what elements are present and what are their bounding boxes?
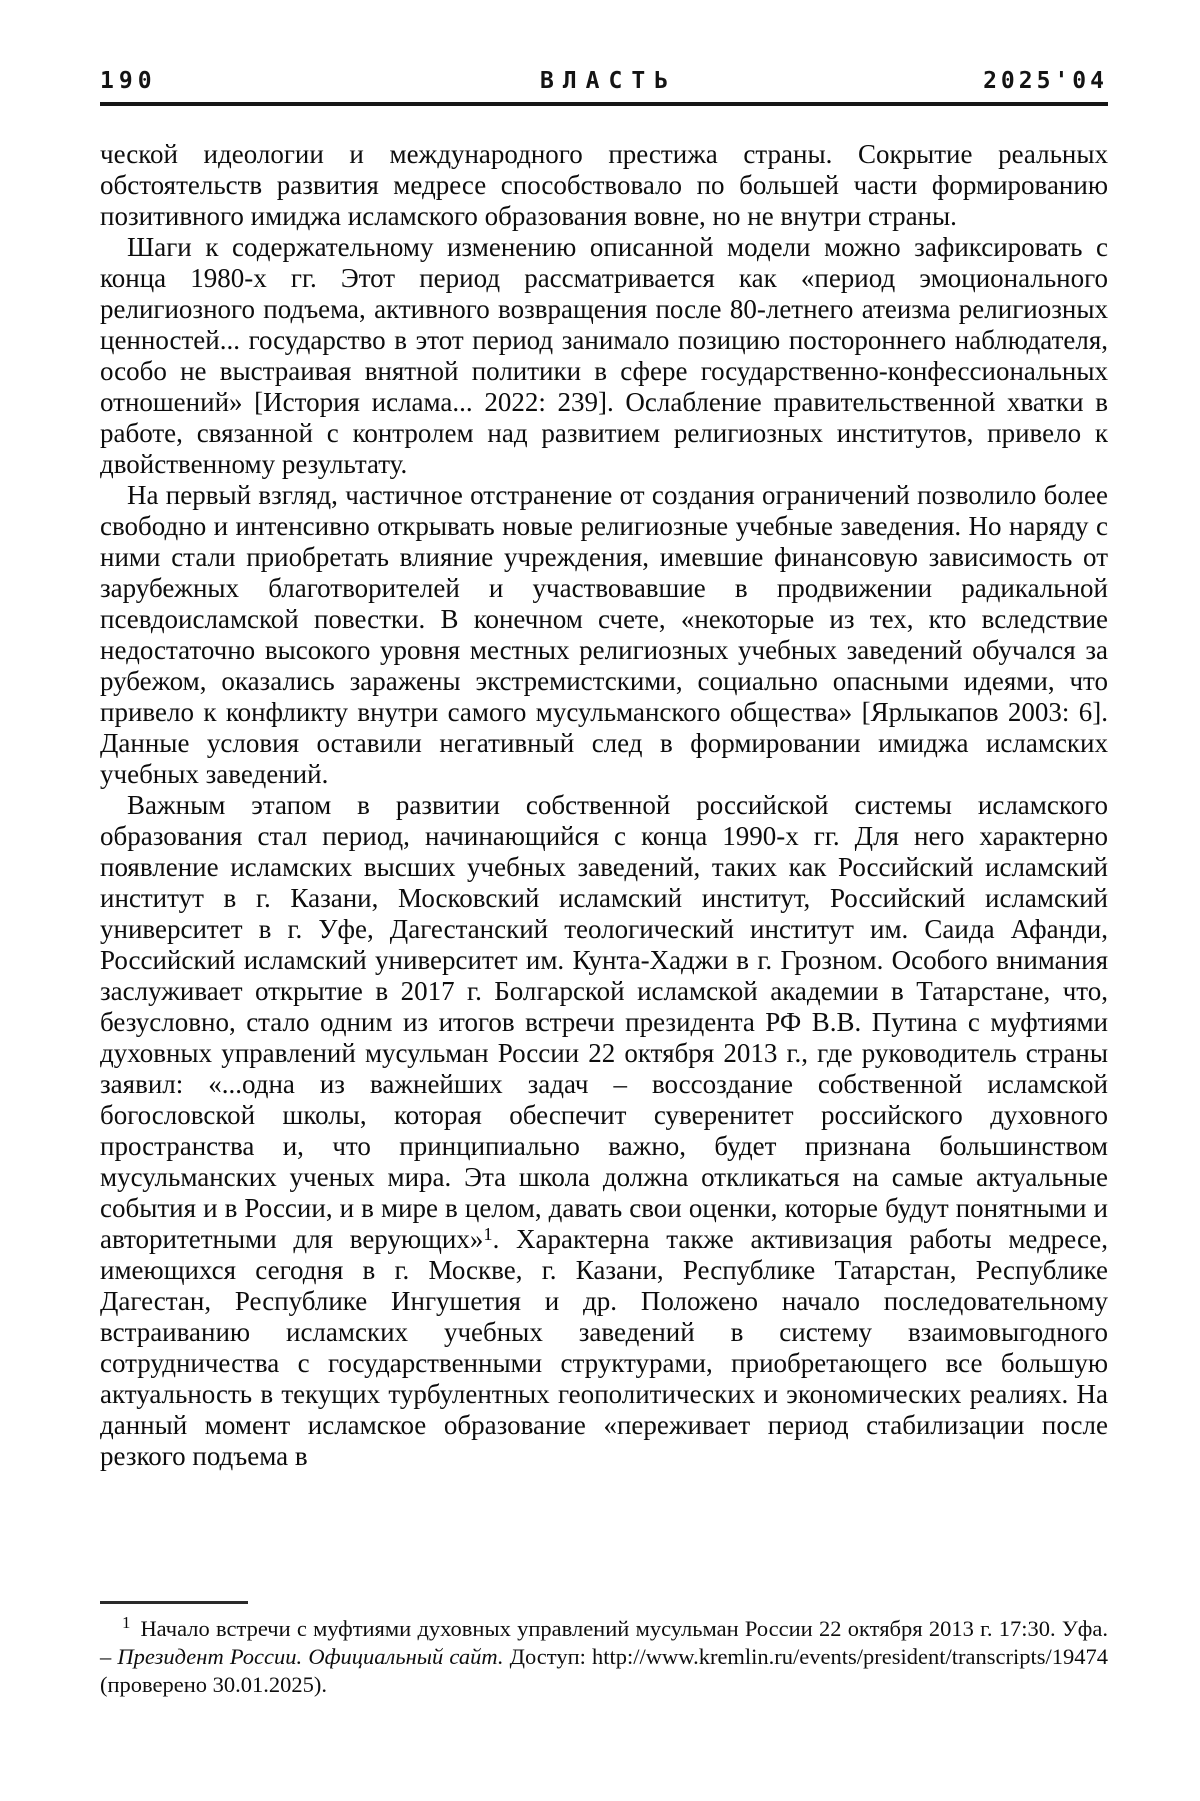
- journal-title: ВЛАСТЬ: [539, 68, 678, 94]
- page-number: 190: [100, 68, 157, 94]
- footnote-text-start: Начало встречи с муфтиями духовных управлений мусульман России 22 октября 2013 г. 17:30. Уфа. –: [100, 1616, 1108, 1669]
- paragraph: На первый взгляд, частичное отстранение от создания ограничений позволило более свободно и интенсивно открывать новые религиозные учебные заведения. Но наряду с ними стали приобретать влияние учреждения, имевшие финансовую зависимость от зарубежных благотворителей и участвовавшие в продвижении радикальной псевдоисламской повестки. В конечном счете, «некоторые из тех, кто вследствие недостаточно высокого уровня местных религиозных учебных заведений обучался за рубежом, оказались заражены экстремистскими, социально опасными идеями, что привело к конфликту внутри самого мусульманского общества» [Ярлыкапов 2003: 6]. Данные условия оставили негативный след в формировании имиджа исламских учебных заведений.: [100, 480, 1108, 789]
- paragraph-text-before-note: Важным этапом в развитии собственной российской системы исламского образования стал период, начинающийся с конца 1990-х гг. Для него характерно появление исламских высших учебных заведений, таких как Российский исламский институт в г. Казани, Московский исламский институт, Российский исламский университет в г. Уфе, Дагестанский теологический институт им. Саида Афанди, Российский исламский университет им. Кунта-Хаджи в г. Грозном. Особого внимания заслуживает открытие в 2017 г. Болгарской исламской академии в Татарстане, что, безусловно, стало одним из итогов встречи президента РФ В.В. Путина с муфтиями духовных управлений мусульман России 22 октября 2013 г., где руководитель страны заявил: «...одна из важнейших задач – воссоздание собственной исламской богословской школы, которая обеспечит суверенитет российского духовного пространства и, что принципиально важно, будет признана большинством мусульманских ученых мира. Эта школа должна откликаться на самые актуальные события и в России, и в мире в целом, давать свои оценки, которые будут понятными и авторитетными для верующих»: [100, 790, 1108, 1254]
- footnote-source-italic: Президент России. Официальный сайт.: [117, 1644, 504, 1669]
- header-rule: [100, 102, 1108, 106]
- paragraph-text-after-note: . Характерна также активизация работы медресе, имеющихся сегодня в г. Москве, г. Казани, Республике Татарстан, Республике Дагестан, Республике Ингушетия и др. Положено начало последовательному встраиванию исламских учебных заведений в систему взаимовыгодного сотрудничества с государственными структурами, приобретающего все большую актуальность в текущих турбулентных геополитических и экономических реалиях. На данный момент исламское образование «переживает период стабилизации после резкого подъема в: [100, 1224, 1109, 1471]
- paragraph: Шаги к содержательному изменению описанной модели можно зафиксировать с конца 1980-х гг. Этот период рассматривается как «период эмоционального религиозного подъема, активного возвращения после 80-летнего атеизма религиозных ценностей... государство в этот период занимало позицию постороннего наблюдателя, особо не выстраивая внятной политики в сфере государственно-конфессиональных отношений» [История ислама... 2022: 239]. Ослабление правительственной хватки в работе, связанной с контролем над развитием религиозных институтов, привело к двойственному результату.: [100, 232, 1108, 479]
- article-body: [100, 139, 1108, 1472]
- paragraph-with-footnote: [100, 790, 1108, 1472]
- footnote-separator-rule: [100, 1601, 248, 1604]
- issue-number: 2025'04: [983, 68, 1108, 94]
- footnote-area: [100, 1601, 1108, 1699]
- footnote-text-end: Доступ: http://www.kremlin.ru/events/president/transcripts/19474 (проверено 30.01.2025).: [100, 1644, 1108, 1697]
- footnote-marker: 1: [122, 1613, 131, 1633]
- paragraph-continuation: ческой идеологии и международного престижа страны. Сокрытие реальных обстоятельств развития медресе способствовало по большей части формированию позитивного имиджа исламского образования вовне, но не внутри страны.: [100, 139, 1108, 231]
- footnote-reference: 1: [483, 1223, 493, 1244]
- footnote: [100, 1615, 1108, 1699]
- running-head: [100, 68, 1108, 94]
